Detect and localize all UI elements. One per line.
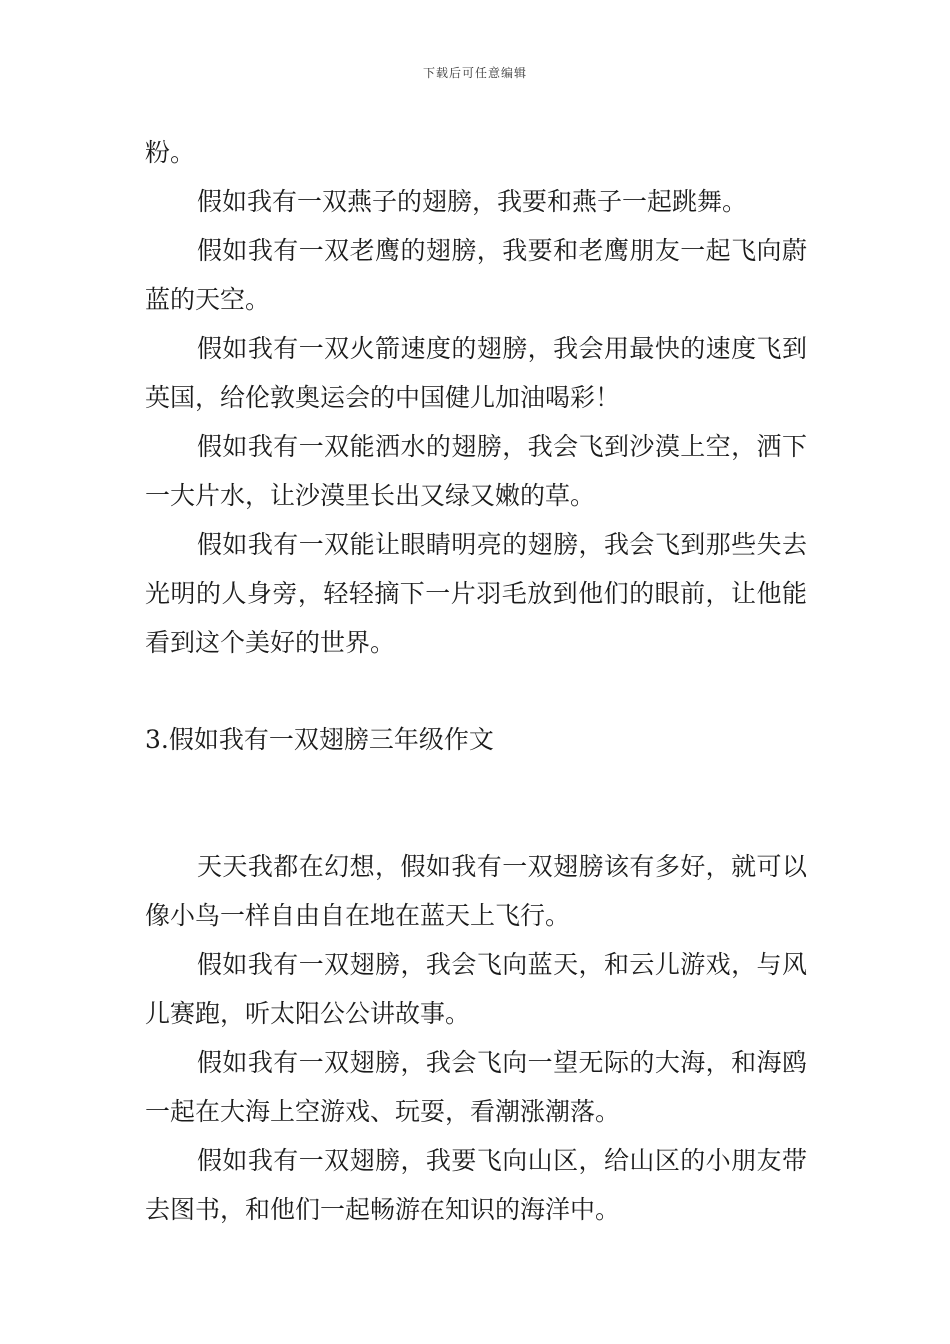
paragraph: 假如我有一双翅膀，我会飞向蓝天，和云儿游戏，与风儿赛跑，听太阳公公讲故事。 — [145, 950, 807, 1028]
paragraph: 天天我都在幻想，假如我有一双翅膀该有多好，就可以像小鸟一样自由自在地在蓝天上飞行。 — [145, 852, 807, 930]
paragraph: 假如我有一双老鹰的翅膀，我要和老鹰朋友一起飞向蔚蓝的天空。 — [145, 236, 807, 314]
paragraph: 假如我有一双火箭速度的翅膀，我会用最快的速度飞到英国，给伦敦奥运会的中国健儿加油喝彩！ — [145, 334, 807, 412]
paragraph: 假如我有一双能洒水的翅膀，我会飞到沙漠上空，洒下一大片水，让沙漠里长出又绿又嫩的草。 — [145, 432, 807, 510]
section-heading: 3.假如我有一双翅膀三年级作文 — [145, 725, 494, 754]
section-gap — [145, 667, 807, 715]
paragraph-continuation: 粉。 — [145, 138, 196, 167]
document-body — [145, 128, 807, 1234]
paragraph: 假如我有一双能让眼睛明亮的翅膀，我会飞到那些失去光明的人身旁，轻轻摘下一片羽毛放到他们的眼前，让他能看到这个美好的世界。 — [145, 530, 807, 657]
heading-gap — [145, 764, 807, 842]
paragraph: 假如我有一双燕子的翅膀，我要和燕子一起跳舞。 — [197, 187, 748, 216]
page-header: 下载后可任意编辑 — [422, 66, 527, 80]
paragraph: 假如我有一双翅膀，我会飞向一望无际的大海，和海鸥一起在大海上空游戏、玩耍，看潮涨潮落。 — [145, 1048, 807, 1126]
paragraph: 假如我有一双翅膀，我要飞向山区，给山区的小朋友带去图书，和他们一起畅游在知识的海洋中。 — [145, 1146, 807, 1224]
